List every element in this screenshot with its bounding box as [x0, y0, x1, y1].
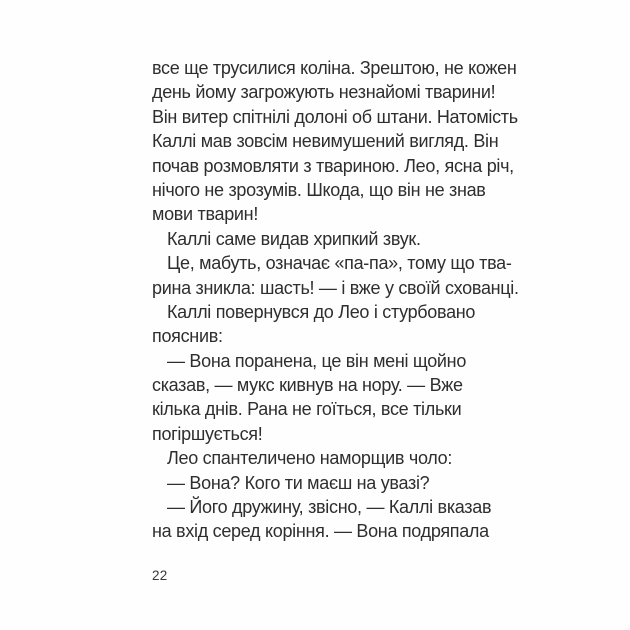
text-line: Каллі саме видав хрипкий звук.: [167, 228, 421, 249]
text-line: Лео спантеличено наморщив чоло:: [167, 448, 453, 469]
text-line: — Вона поранена, це він мені щойно: [167, 350, 467, 371]
text-line: погіршується!: [152, 423, 263, 444]
text-line: — Його дружину, звісно, — Каллі вказав: [167, 497, 492, 518]
text-line: нічого не зрозумів. Шкода, що він не знав: [152, 179, 486, 200]
text-line: сказав, — мукс кивнув на нору. — Вже: [152, 375, 463, 396]
text-line: день йому загрожують незнайомі тварини!: [152, 82, 496, 103]
text-line: пояснив:: [152, 326, 223, 347]
text-line: кілька днів. Рана не гоїться, все тільки: [152, 399, 462, 420]
page-number: 22: [152, 568, 168, 583]
page-text: [152, 56, 519, 544]
text-line: Це, мабуть, означає «па-па», тому що тва-: [167, 253, 512, 274]
text-line: Каллі мав зовсім невимушений вигляд. Він: [152, 131, 499, 152]
text-line: Каллі повернувся до Лео і стурбовано: [167, 301, 476, 322]
text-line: почав розмовляти з твариною. Лео, ясна річ,: [152, 155, 514, 176]
text-line: на вхід серед коріння. — Вона подряпала: [152, 521, 489, 542]
text-line: все ще трусилися коліна. Зрештою, не кожен: [152, 58, 517, 78]
text-line: Він витер спітнілі долоні об штани. Натомість: [152, 106, 518, 127]
text-line: рина зникла: шасть! — і вже у своїй схованці.: [152, 277, 519, 298]
text-line: — Вона? Кого ти маєш на увазі?: [167, 472, 430, 493]
text-line: мови тварин!: [152, 204, 259, 225]
